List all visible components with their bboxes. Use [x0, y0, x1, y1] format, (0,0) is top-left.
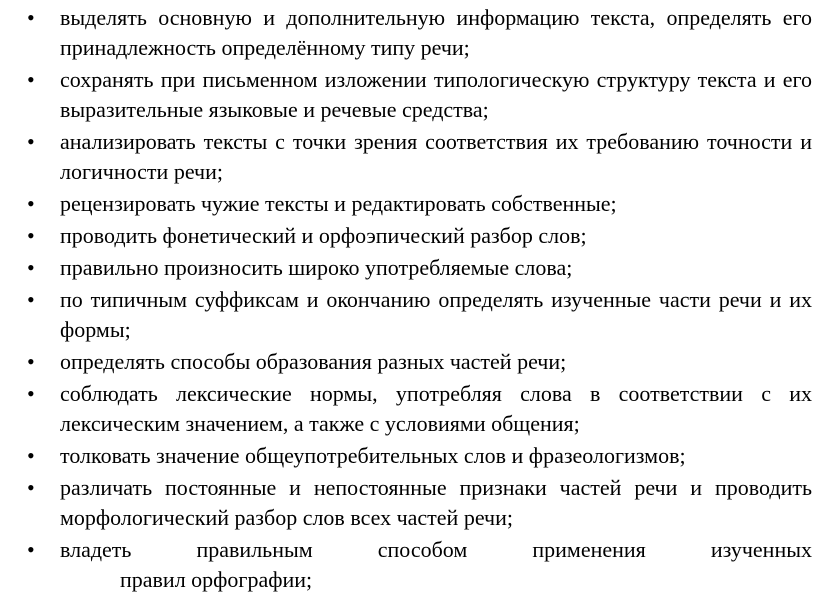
bullet-icon: •: [27, 223, 35, 248]
list-item-text: выделять основную и дополнительную информацию текста, определять его принадлежность определённому типу речи;: [60, 5, 812, 60]
list-item-text-continuation: правил орфографии;: [120, 567, 313, 592]
list-item: [0, 285, 816, 345]
list-item: [0, 253, 816, 283]
list-item-text: анализировать тексты с точки зрения соответствия их требованию точности и логичности речи;: [60, 129, 812, 184]
list-item: [0, 3, 816, 63]
list-item-text: рецензировать чужие тексты и редактировать собственные;: [60, 191, 617, 216]
list-item-text: определять способы образования разных частей речи;: [60, 349, 567, 374]
list-item-text: проводить фонетический и орфоэпический разбор слов;: [60, 223, 587, 248]
bullet-icon: •: [27, 191, 35, 216]
list-item: [0, 379, 816, 439]
list-item-text: по типичным суффиксам и окончанию определять изученные части речи и их формы;: [60, 287, 812, 342]
bullet-icon: •: [27, 129, 35, 154]
list-item: [0, 535, 816, 595]
list-item: [0, 473, 816, 533]
bullet-icon: •: [27, 287, 35, 312]
bullet-icon: •: [27, 381, 35, 406]
list-item: [0, 441, 816, 471]
list-item-text: соблюдать лексические нормы, употребляя слова в соответствии с их лексическим значением, а также с условиями общения;: [60, 381, 812, 436]
list-item-text: толковать значение общеупотребительных слов и фразеологизмов;: [60, 443, 686, 468]
bullet-icon: •: [27, 475, 35, 500]
bullet-icon: •: [27, 67, 35, 92]
list-item: [0, 65, 816, 125]
list-item-text: сохранять при письменном изложении типологическую структуру текста и его выразительные языковые и речевые средства;: [60, 67, 812, 122]
list-item-text: владеть правильным способом применения изученных: [60, 537, 812, 562]
skills-list: [0, 3, 816, 597]
bullet-icon: •: [27, 349, 35, 374]
list-item: [0, 189, 816, 219]
list-item-text: правильно произносить широко употребляемые слова;: [60, 255, 573, 280]
list-item: [0, 127, 816, 187]
bullet-icon: •: [27, 537, 35, 562]
bullet-icon: •: [27, 443, 35, 468]
list-item-text: различать постоянные и непостоянные признаки частей речи и проводить морфологический разбор слов всех частей речи;: [60, 475, 812, 530]
bullet-icon: •: [27, 255, 35, 280]
bullet-icon: •: [27, 5, 35, 30]
list-item: [0, 347, 816, 377]
list-item: [0, 221, 816, 251]
